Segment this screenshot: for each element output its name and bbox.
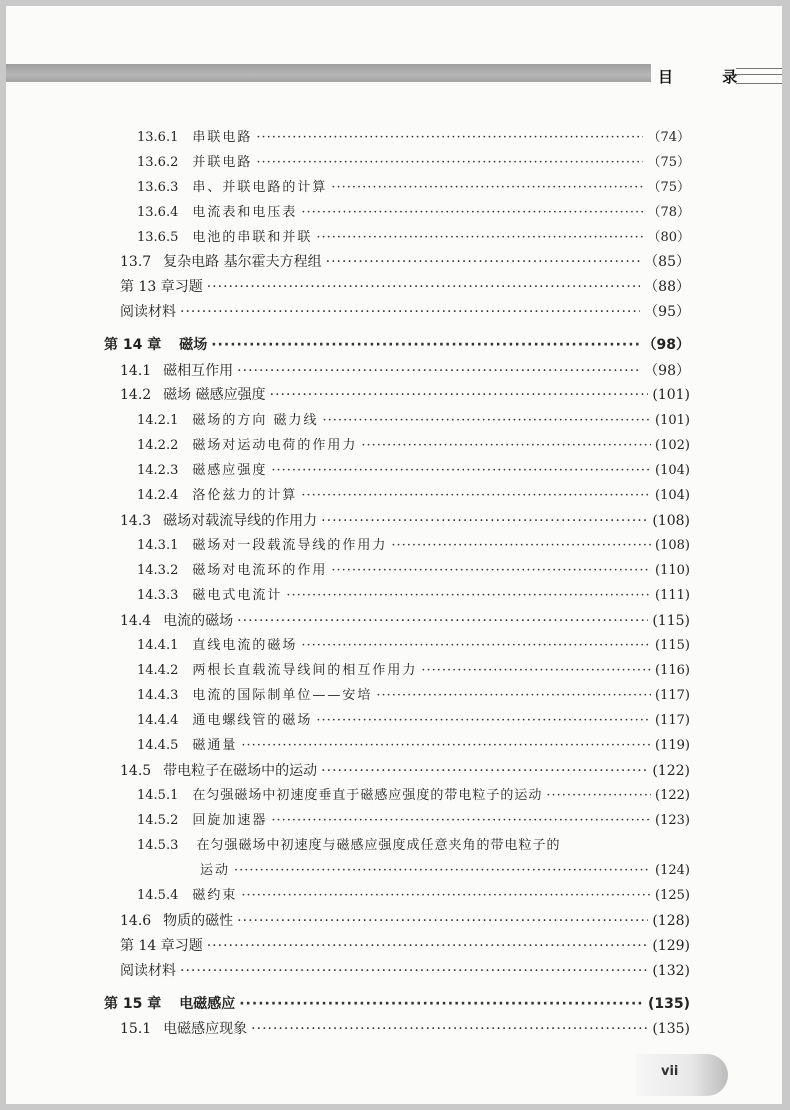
toc-entry[interactable]: 13.6.5 电池的串联和并联 ····· （80） (137, 227, 690, 249)
toc-entry[interactable]: 13.6.1 串联电路 ····· （74） (137, 127, 690, 149)
page-number: vii (661, 1064, 679, 1079)
toc-entry[interactable]: 14.5 带电粒子在磁场中的运动 ····· (122) (120, 760, 690, 782)
toc-entry[interactable]: 15.1 电磁感应现象 ····· (135) (120, 1018, 690, 1040)
book-page (6, 6, 782, 1104)
toc-entry[interactable]: 14.1 磁相互作用 ····· （98） (120, 360, 690, 382)
toc-entry[interactable]: 14.2.4 洛伦兹力的计算 ····· (104) (137, 485, 690, 507)
toc-entry[interactable]: 14.4.5 磁通量 ····· (119) (137, 735, 690, 757)
toc-entry[interactable]: 14.6 物质的磁性 ····· (128) (120, 910, 690, 932)
toc-entry[interactable]: 13.6.3 串、并联电路的计算 ····· （75） (137, 177, 690, 199)
toc-entry-continuation[interactable]: 运动 ····· (124) (200, 860, 690, 882)
toc-entry[interactable]: 13.6.2 并联电路 ····· （75） (137, 152, 690, 174)
toc-entry[interactable]: 14.3.1 磁场对一段载流导线的作用力 ····· (108) (137, 535, 690, 557)
toc-entry[interactable]: 14.3.3 磁电式电流计 ····· (111) (137, 585, 690, 607)
toc-entry[interactable]: 阅读材料 ····· （95） (120, 301, 690, 323)
toc-entry[interactable]: 13.6.4 电流表和电压表 ····· （78） (137, 202, 690, 224)
toc-entry[interactable]: 14.4 电流的磁场 ····· (115) (120, 610, 690, 632)
page-number-tab (636, 1054, 728, 1096)
toc-entry[interactable]: 14.5.4 磁约束 ····· (125) (137, 885, 690, 907)
toc-entry[interactable]: 第 13 章习题 ····· （88） (120, 276, 690, 298)
toc-entry[interactable]: 阅读材料 ····· (132) (120, 960, 690, 982)
toc-entry-wrapped[interactable]: 14.5.3 在匀强磁场中初速度与磁感应强度成任意夹角的带电粒子的 (137, 838, 561, 853)
toc-chapter[interactable]: 第 14 章 磁场 ····· （98） (104, 334, 690, 356)
toc-chapter[interactable]: 第 15 章 电磁感应 ····· (135) (104, 993, 690, 1015)
toc-entry[interactable]: 第 14 章习题 ····· (129) (120, 935, 690, 957)
table-of-contents (6, 6, 782, 1104)
toc-entry[interactable]: 14.2 磁场 磁感应强度 ····· (101) (120, 384, 690, 406)
toc-entry[interactable]: 13.7 复杂电路 基尔霍夫方程组 ····· （85） (120, 251, 690, 273)
toc-entry[interactable]: 14.5.2 回旋加速器 ····· (123) (137, 810, 690, 832)
toc-entry[interactable]: 14.3.2 磁场对电流环的作用 ····· (110) (137, 560, 690, 582)
toc-entry[interactable]: 14.4.2 两根长直载流导线间的相互作用力 ····· (116) (137, 660, 690, 682)
page-title: 目 录 (658, 68, 760, 86)
toc-entry[interactable]: 14.4.4 通电螺线管的磁场 ····· (117) (137, 710, 690, 732)
toc-entry[interactable]: 14.2.3 磁感应强度 ····· (104) (137, 460, 690, 482)
toc-entry[interactable]: 14.5.1 在匀强磁场中初速度垂直于磁感应强度的带电粒子的运动 ····· (122) (137, 785, 690, 807)
toc-entry[interactable]: 14.2.2 磁场对运动电荷的作用力 ····· (102) (137, 435, 690, 457)
toc-entry[interactable]: 14.3 磁场对载流导线的作用力 ····· (108) (120, 510, 690, 532)
toc-entry[interactable]: 14.4.1 直线电流的磁场 ····· (115) (137, 635, 690, 657)
toc-entry[interactable]: 14.4.3 电流的国际制单位——安培 ····· (117) (137, 685, 690, 707)
toc-entry[interactable]: 14.2.1 磁场的方向 磁力线 ····· (101) (137, 410, 690, 432)
